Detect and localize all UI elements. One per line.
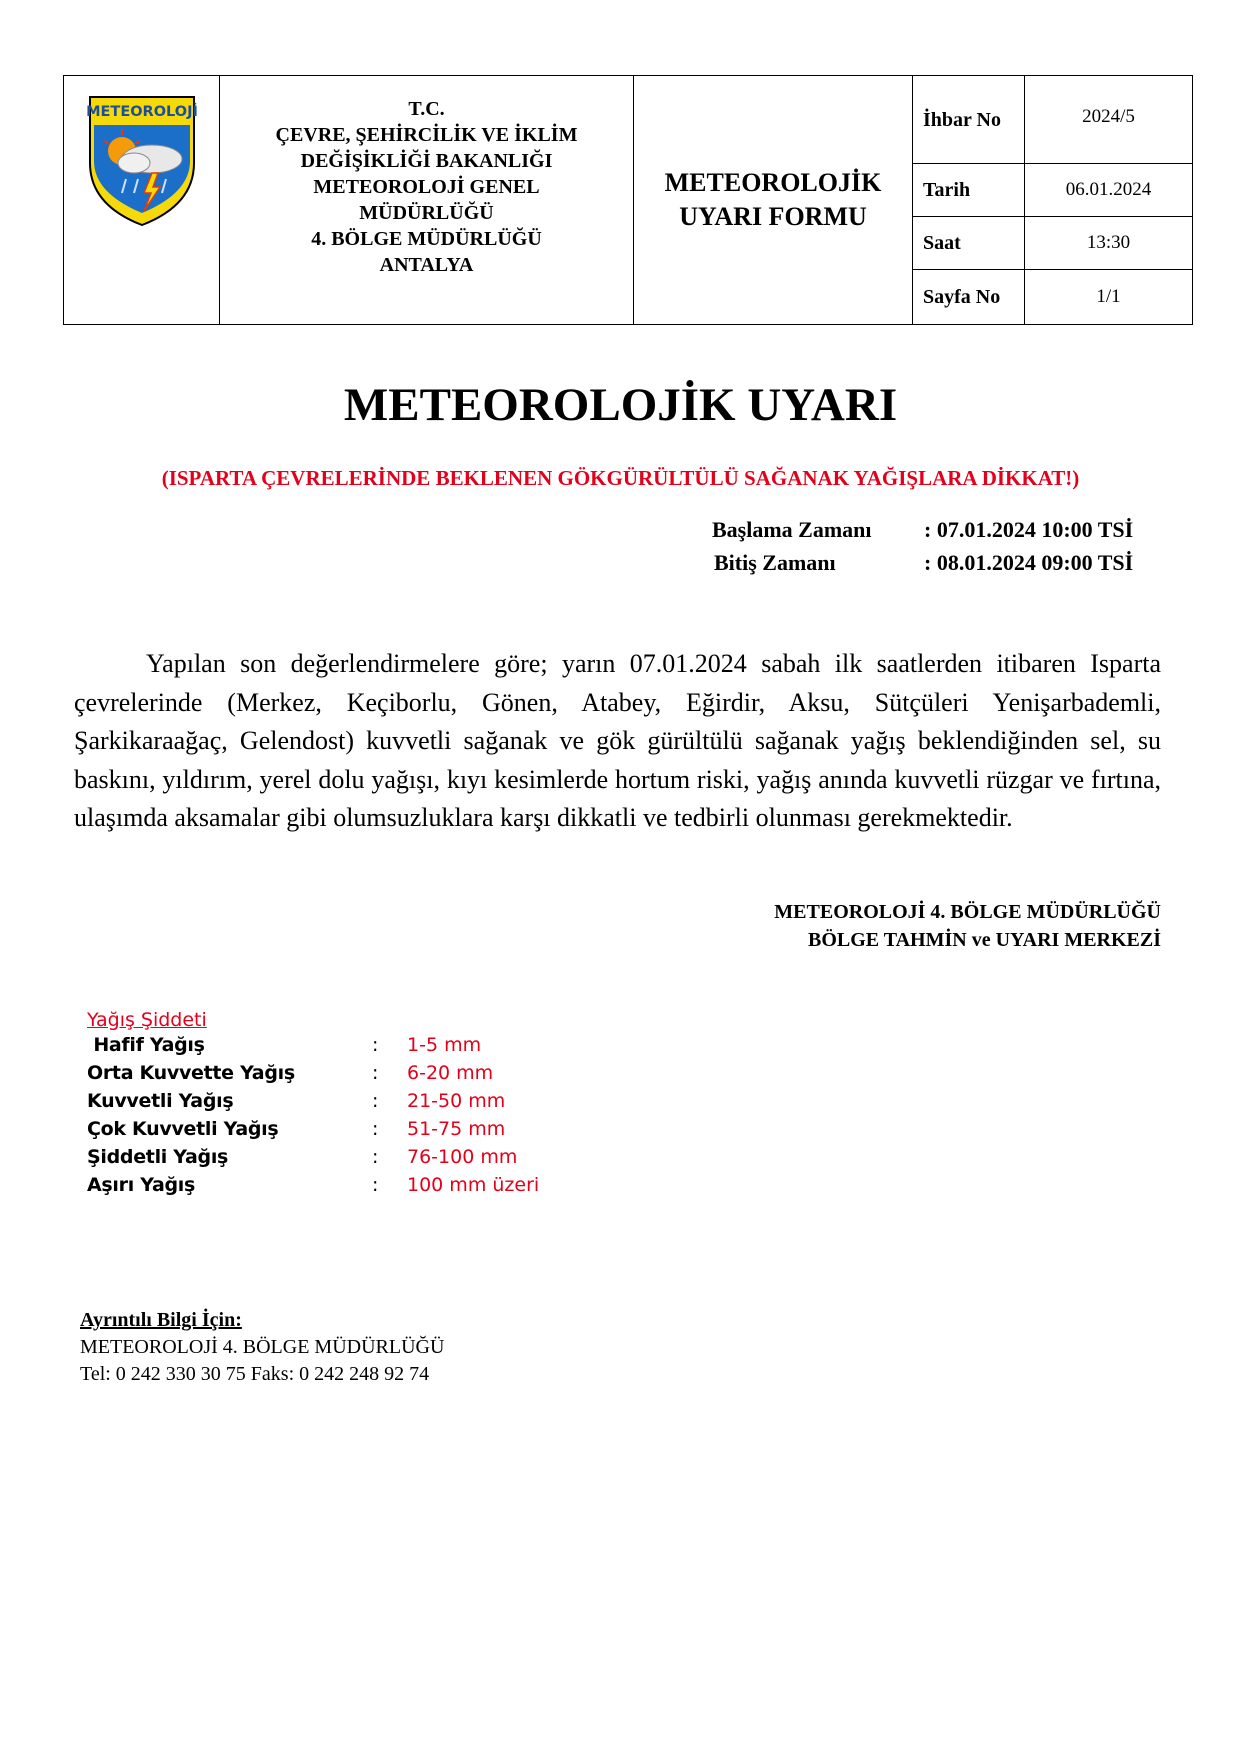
logo-cell [64, 76, 220, 325]
rain-intensity-row [87, 1034, 687, 1062]
rain-level-name: Hafif Yağış [87, 1034, 205, 1056]
rain-range: 76-100 mm [407, 1146, 518, 1168]
rain-level-name: Çok Kuvvetli Yağış [87, 1118, 279, 1140]
rain-range: 6-20 mm [407, 1062, 494, 1084]
rain-colon: : [372, 1118, 379, 1140]
signature-line: BÖLGE TAHMİN ve UYARI MERKEZİ [807, 929, 1161, 951]
org-line: MÜDÜRLÜĞÜ [359, 202, 494, 224]
rain-range: 51-75 mm [407, 1118, 506, 1140]
rain-intensity-row [87, 1062, 687, 1090]
rain-level-name: Orta Kuvvette Yağış [87, 1062, 295, 1084]
notice-number-value: 2024/5 [1025, 76, 1193, 164]
rain-intensity-row [87, 1146, 687, 1174]
form-title-line: METEOROLOJİK [664, 168, 882, 197]
contact-line: METEOROLOJİ 4. BÖLGE MÜDÜRLÜĞÜ [80, 1336, 445, 1358]
rain-colon: : [372, 1174, 379, 1196]
rain-colon: : [372, 1034, 379, 1056]
rain-colon: : [372, 1146, 379, 1168]
rain-colon: : [372, 1090, 379, 1112]
form-title [634, 76, 913, 325]
document-header [63, 75, 1193, 325]
org-line: ÇEVRE, ŞEHİRCİLİK VE İKLİM [275, 124, 578, 146]
rain-range: 1-5 mm [407, 1034, 482, 1056]
rain-level-name: Aşırı Yağış [87, 1174, 195, 1196]
rain-intensity-title: Yağış Şiddeti [87, 1009, 207, 1031]
organization-block [220, 76, 634, 325]
date-value: 06.01.2024 [1025, 164, 1193, 217]
page-number-label: Sayfa No [913, 270, 1025, 325]
time-label: Saat [913, 217, 1025, 270]
rain-intensity-legend [87, 1006, 687, 1202]
signature-line: METEOROLOJİ 4. BÖLGE MÜDÜRLÜĞÜ [774, 901, 1161, 923]
date-label: Tarih [913, 164, 1025, 217]
contact-title: Ayrıntılı Bilgi İçin: [80, 1309, 242, 1331]
contact-phone: Tel: 0 242 330 30 75 Faks: 0 242 248 92 74 [80, 1363, 430, 1385]
org-line: DEĞİŞİKLİĞİ BAKANLIĞI [300, 150, 553, 172]
meteoroloji-logo [86, 93, 198, 227]
org-line: ANTALYA [379, 254, 474, 276]
rain-intensity-row [87, 1118, 687, 1146]
logo-text: METEOROLOJİ [85, 104, 198, 120]
rain-intensity-row [87, 1174, 687, 1202]
signature-block [774, 898, 1161, 954]
warning-subtitle: (ISPARTA ÇEVRELERİNDE BEKLENEN GÖKGÜRÜLTÜLÜ SAĞANAK YAĞIŞLARA DİKKAT!) [161, 466, 1080, 490]
org-line: METEOROLOJİ GENEL [313, 176, 540, 198]
contact-block [80, 1307, 444, 1388]
end-time-value: : 08.01.2024 09:00 TSİ [924, 550, 1134, 575]
form-title-line: UYARI FORMU [679, 202, 867, 231]
start-time-value: : 07.01.2024 10:00 TSİ [924, 517, 1134, 542]
org-line: T.C. [408, 98, 445, 120]
start-time-label: Başlama Zamanı [712, 517, 872, 542]
end-time-label: Bitiş Zamanı [714, 550, 836, 575]
rain-level-name: Şiddetli Yağış [87, 1146, 229, 1168]
rain-range: 100 mm üzeri [407, 1174, 540, 1196]
notice-number-label: İhbar No [913, 76, 1025, 164]
warning-body: Yapılan son değerlendirmelere göre; yarın 07.01.2024 sabah ilk saatlerden itibaren Isparta çevrelerinde (Merkez, Keçiborlu, Gönen, Atabey, Eğirdir, Aksu, Sütçüleri Yenişarbademli, Şarkikaraağaç, Gelendost) kuvvetli sağanak ve gök gürültülü sağanak yağış beklendiğinden sel, su baskını, yıldırım, yerel dolu yağışı, kıyı kesimlerde hortum riski, yağış anında kuvvetli rüzgar ve fırtına, ulaşımda aksamalar gibi olumsuzluklara karşı dikkatli ve tedbirli olunması gerekmektedir. [74, 649, 1161, 832]
rain-intensity-row [87, 1090, 687, 1118]
page-number-value: 1/1 [1025, 270, 1193, 325]
rain-level-name: Kuvvetli Yağış [87, 1090, 234, 1112]
rain-colon: : [372, 1062, 379, 1084]
rain-range: 21-50 mm [407, 1090, 506, 1112]
document-title: METEOROLOJİK UYARI [343, 379, 898, 431]
org-line: 4. BÖLGE MÜDÜRLÜĞÜ [311, 228, 542, 250]
time-value: 13:30 [1025, 217, 1193, 270]
